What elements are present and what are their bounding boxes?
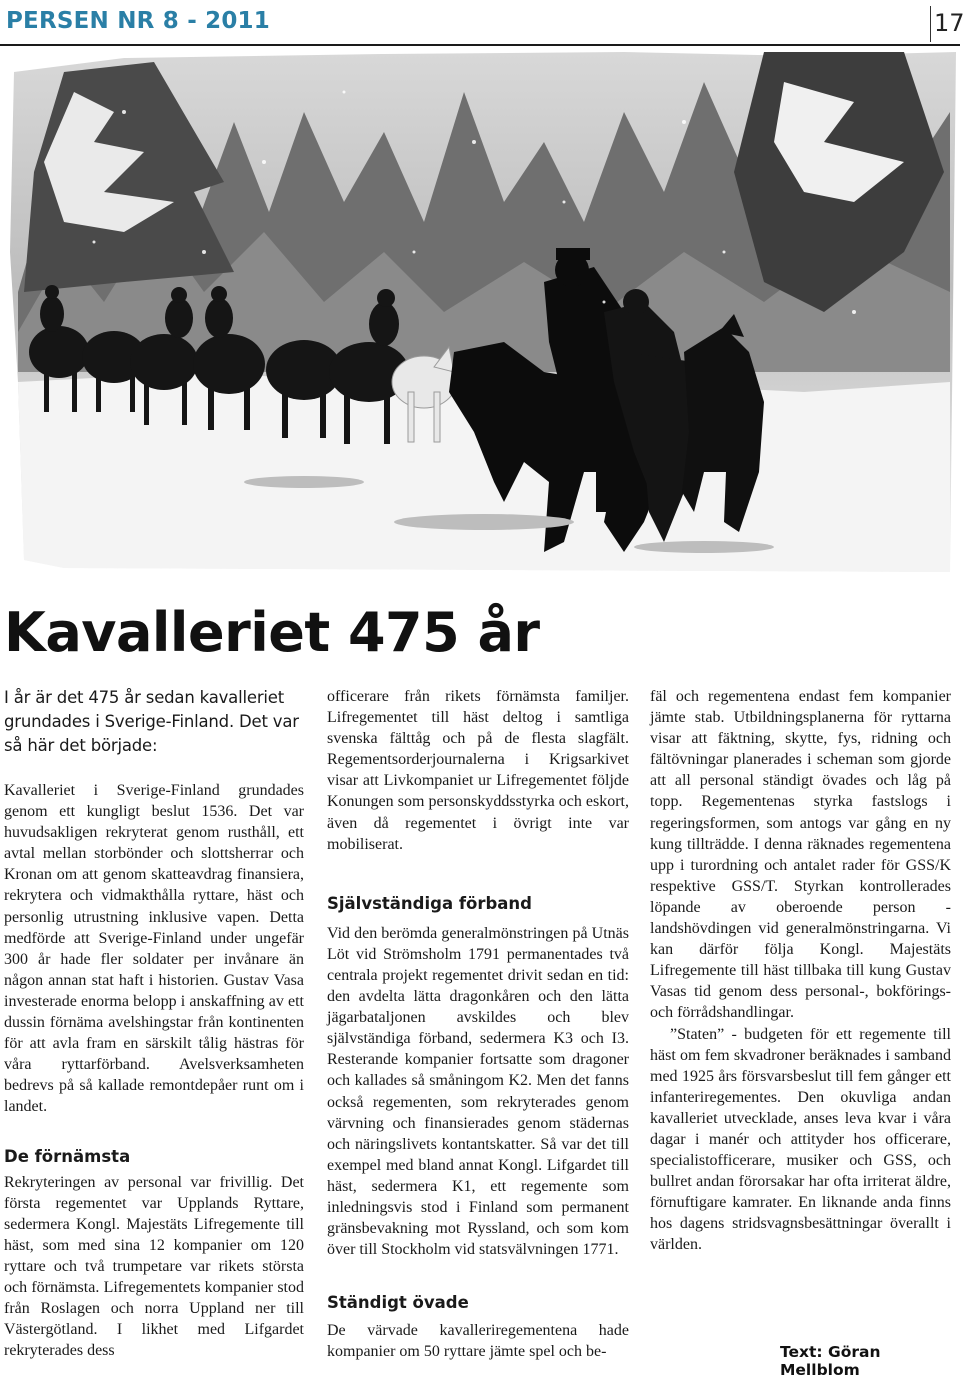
body-paragraph-continued: officerare från rikets förnämsta familjer. Lifregementet till häst deltog i samtliga svenska fälttåg och på de flesta slagfält. Regementsorderjournalerna i Krigsarkivet visar att Livkompaniet ur Lifregementet följde Konungen som personskyddsstyrka och eskort, även då regementet i övrigt inte var mobiliserat. bbox=[327, 688, 629, 853]
column-2 bbox=[327, 686, 629, 1362]
body-paragraph: Rekryteringen av personal var frivillig. Det första regementet var Upplands Ryttare, sedermera Kongl. Majestäts Lifregemente till häst, som med sina 12 kompanier om 120 ryttare och två trumpetare var rikets största och förnämsta. Lifregementets kompanier stod från Roslagen och norra Uppland ner till Västergötland. I likhet med Lifgardet rekryterades dess bbox=[4, 1173, 304, 1360]
body-paragraph-continued: fäl och regementena endast fem kompanier jämte stab. Utbildningsplanerna för ryttarna visar att fäktning, skytte, fys, ridning och fältövningar planerades i scheman som gjorde att all personal ständigt övades och låg på topp. Regementenas styrka fastslogs i regeringsformen, som antogs var gång en ny kung tillträdde. I denna räknades regementena upp i turordning och antalet rader för GSS/K respektive GSS/T. Styrkan kontrollerades löpande av oberoende person - landshövdingen vid generalmönstringarna. Vi kan därför följa Kongl. Majestäts Lifregemente till häst tillbaka till kung Gustav Vasas tid genom dess personal-, bokförings- och förrådshandlingar. bbox=[650, 688, 951, 1022]
cavalry-photo bbox=[4, 52, 956, 572]
photo-illustration bbox=[4, 52, 956, 572]
body-paragraph: Kavalleriet i Sverige-Finland grundades genom ett kungligt beslut 1536. Det var huvudsakligen rekryterat genom rusthåll, ett avtal mellan storbönder och slottsherrar och Kronan om att genom skatteavdrag finansiera, rekrytera och vidmakthålla ryttare, häst och personlig utrustning inklusive vapen. Detta medförde att Sverige-Finland under ungefär 300 år hade fler soldater per invånare än någon annan stat haft i historien. Gustav Vasa investerade enorma belopp i anskaffning av ett dussin förnäma avelshingstar från kontinenten för att avla fram en särskilt tålig hästras för våra ryttarförband. Avelsverksamheten bedrevs på så kallade remontdepåer runt om i landet. bbox=[4, 782, 304, 1116]
column-3 bbox=[650, 686, 951, 1256]
body-paragraph: Vid den berömda generalmönstringen på Utnäs Löt vid Strömsholm 1791 permanentades två centrala projekt regementet drivit sedan en tid: den avdelta lätta dragonkåren och den lätta jägarbataljonen avskildes och blev självständiga förband, sedermera K3 och I3. Resterande kompanier fortsatte som dragoner och kallades så småningom K2. Men det fanns också regementen, som rekryterades genom värvning och finansierades genom städernas och näringslivets kontantskatter. Så var det till exempel med bland annat Kongl. Lifgardet till häst, sedermera K1, ett regemente som inledningsvis stod i Finland som permanent gränsbevakning mot Ryssland, och som kom över till Stockholm vid statsvälvningen 1771. bbox=[327, 924, 629, 1259]
article-title: Kavalleriet 475 år bbox=[4, 601, 540, 664]
byline: Text: Göran Mellblom bbox=[780, 1343, 881, 1379]
body-paragraph: De värvade kavalleriregementena hade kompanier om 50 ryttare jämte spel och be- bbox=[327, 1322, 629, 1361]
body-paragraph: ”Staten” - budgeten för ett regemente till häst om fem skvadroner beräknades i samband med 1925 års försvarsbeslut till fem gånger ett infanteriregementes. Den okuvliga andan kavalleriet utvecklade, anses leva kvar i våra dagar i manér och attityder hos officerare, specialistofficerare, musiker och GSS, och bullret andan förorsakar har ofta irriterat äldre, förnuftigare kamrater. En liknande anda finns hos dagens stridsvagnsbesättningar överallt i världen. bbox=[650, 1025, 951, 1254]
subheading: Ständigt övade bbox=[327, 1293, 469, 1313]
column-1 bbox=[4, 686, 304, 1361]
subheading: De förnämsta bbox=[4, 1146, 131, 1166]
issue-label: PERSEN NR 8 - 2011 bbox=[6, 8, 270, 34]
page-header bbox=[0, 0, 965, 46]
subheading: Självständiga förband bbox=[327, 893, 532, 913]
article-intro: I år är det 475 år sedan kavalleriet grundades i Sverige-Finland. Det var så här det började: bbox=[4, 688, 299, 755]
page-number: 17 bbox=[934, 9, 965, 37]
